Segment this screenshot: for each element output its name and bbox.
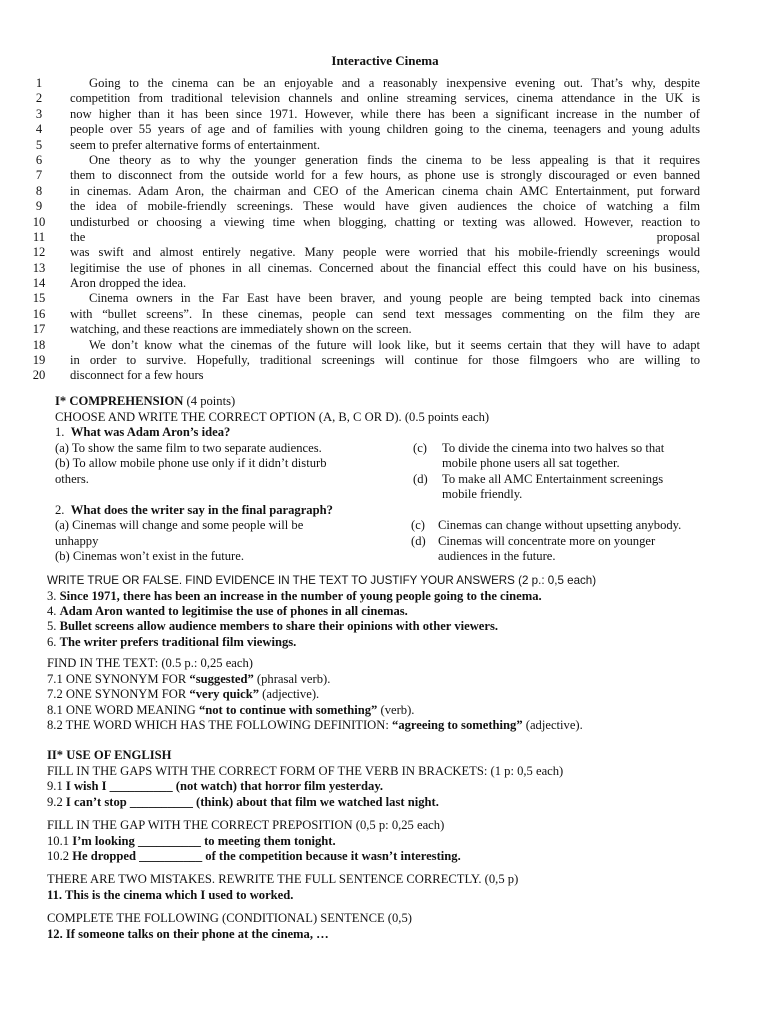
reading-line	[30, 138, 702, 153]
line-text: people over 55 years of age and of families with young children going to the cinema, teenagers and young adults	[70, 122, 700, 137]
line-text: Cinema owners in the Far East have been braver, and young people are being tempted back into cinemas	[89, 291, 700, 306]
line-number: 8	[35, 183, 43, 198]
line-number: 11	[32, 229, 46, 244]
true-false-item	[47, 619, 542, 634]
line-number: 6	[35, 152, 43, 167]
true-false-item	[47, 604, 542, 619]
find-item-7-2-keyword: “very quick”	[189, 687, 260, 701]
true-false-item-text: Since 1971, there has been an increase in the number of young people going to the cinema.	[59, 588, 542, 603]
q2-option-a-line1: (a) Cinemas will change and some people will be	[55, 518, 304, 532]
find-item-8-2	[47, 718, 583, 733]
line-number: 4	[35, 122, 43, 137]
true-false-item-text: Bullet screens allow audience members to share their opinions with other viewers.	[59, 619, 499, 634]
gaps-instruction: FILL IN THE GAPS WITH THE CORRECT FORM OF THE VERB IN BRACKETS: (1 p: 0,5 each)	[47, 763, 564, 778]
question-2	[55, 503, 333, 518]
reading-line	[30, 353, 702, 368]
true-false-item-number: 6.	[47, 634, 57, 649]
line-text: Going to the cinema can be an enjoyable and a reasonably inexpensive evening out. That’s why, despite	[89, 76, 700, 90]
line-text: watching, and these reactions are immediately shown on the screen.	[70, 322, 412, 337]
q1-option-b-line1: (b) To allow mobile phone use only if it didn’t disturb	[55, 456, 327, 470]
reading-line	[30, 368, 702, 383]
gap-item-9-1	[47, 779, 383, 794]
line-text: We don’t know what the cinemas of the future will look like, but it seems certain that they will have to adapt	[89, 337, 700, 352]
reading-passage	[30, 76, 702, 384]
reading-line	[30, 153, 702, 168]
comprehension-heading-row	[55, 394, 235, 409]
true-false-item-number: 5.	[47, 619, 57, 634]
q2-option-d-line2: audiences in the future.	[438, 549, 556, 563]
find-item-8-1-keyword: “not to continue with something”	[198, 702, 378, 717]
find-item-8-1-suffix: (verb).	[377, 702, 415, 717]
line-number: 16	[32, 306, 46, 321]
q2-option-d-label: (d)	[411, 533, 426, 548]
line-number: 5	[35, 137, 43, 152]
true-false-item-text: Adam Aron wanted to legitimise the use of phones in all cinemas.	[59, 603, 408, 618]
find-item-8-2-keyword: “agreeing to something”	[392, 718, 523, 732]
find-item-7-1-suffix: (phrasal verb).	[253, 671, 331, 686]
line-number: 18	[32, 337, 46, 352]
question-1-number: 1.	[55, 425, 65, 439]
find-item-7-2-suffix: (adjective).	[259, 687, 320, 701]
find-item-8-2-suffix: (adjective).	[522, 718, 583, 732]
line-text: disconnect for a few hours	[70, 368, 204, 383]
find-item-7-1-prefix: 7.1 ONE SYNONYM FOR	[47, 671, 190, 686]
reading-line	[30, 245, 702, 260]
line-text: undisturbed or choosing a viewing time when blogging, chatting or texting was allowed. However, reaction to	[70, 214, 700, 229]
prep-item-10-1	[47, 834, 336, 849]
reading-line	[30, 91, 702, 106]
prep-item-10-1-number: 10.1	[47, 833, 70, 848]
q2-option-a-line2: unhappy	[55, 533, 99, 548]
true-false-item	[47, 635, 542, 650]
find-item-7-1	[47, 672, 330, 687]
q1-option-c-line1: To divide the cinema into two halves so that	[442, 440, 665, 455]
comprehension-points: (4 points)	[183, 394, 236, 408]
find-item-7-1-keyword: “suggested”	[189, 671, 254, 686]
line-number: 17	[32, 322, 46, 337]
q1-option-d-label: (d)	[413, 471, 428, 486]
use-of-english-heading: II* USE OF ENGLISH	[47, 748, 172, 762]
true-false-item-number: 3.	[47, 588, 57, 603]
line-text: competition from traditional television channels and online streaming services, cinema attendance in the UK is	[70, 91, 700, 106]
reading-line	[30, 261, 702, 276]
q1-option-a: (a) To show the same film to two separate audiences.	[55, 440, 322, 455]
gap-item-9-1-text: I wish I __________ (not watch) that horror film yesterday.	[65, 779, 384, 793]
line-number: 9	[35, 199, 43, 214]
line-text: seem to prefer alternative forms of entertainment.	[70, 137, 321, 152]
find-item-7-2	[47, 687, 319, 702]
question-1-text: What was Adam Aron’s idea?	[70, 425, 231, 439]
find-item-8-2-prefix: 8.2 THE WORD WHICH HAS THE FOLLOWING DEFINITION:	[47, 718, 393, 732]
line-text: the proposal	[70, 229, 700, 244]
question-1	[55, 425, 230, 440]
reading-line	[30, 107, 702, 122]
find-item-8-1-prefix: 8.1 ONE WORD MEANING	[47, 702, 199, 717]
q2-option-b: (b) Cinemas won’t exist in the future.	[55, 549, 244, 563]
line-text: in order to survive. Hopefully, traditional screenings will continue for those filmgoers who are willing to	[70, 353, 700, 368]
true-false-item	[47, 589, 542, 604]
line-number: 2	[35, 91, 43, 106]
preposition-instruction: FILL IN THE GAP WITH THE CORRECT PREPOSITION (0,5 p: 0,25 each)	[47, 818, 445, 832]
reading-line	[30, 215, 702, 230]
reading-line	[30, 322, 702, 337]
line-text: was swift and almost entirely negative. Many people were worried that his mobile-friendly screenings would	[70, 245, 700, 260]
q2-option-c: Cinemas can change without upsetting anybody.	[438, 518, 682, 532]
line-number: 20	[32, 368, 46, 383]
line-text: the idea of mobile-friendly screenings. These would have given audiences the choice of watching a film	[70, 199, 700, 214]
question-2-number: 2.	[55, 502, 65, 517]
reading-line	[30, 276, 702, 291]
question-2-text: What does the writer say in the final paragraph?	[70, 502, 333, 517]
conditional-item-12: 12. If someone talks on their phone at the cinema, …	[47, 926, 329, 941]
q1-option-b-line2: others.	[55, 471, 89, 486]
reading-line	[30, 307, 702, 322]
gap-item-9-2	[47, 795, 439, 810]
reading-line	[30, 122, 702, 137]
reading-line	[30, 199, 702, 214]
find-text-instruction: FIND IN THE TEXT: (0.5 p.: 0,25 each)	[47, 656, 253, 670]
line-number: 15	[32, 291, 46, 306]
reading-line	[30, 230, 702, 245]
q1-option-d-line2: mobile friendly.	[442, 487, 523, 501]
gap-item-9-2-number: 9.2	[47, 794, 63, 809]
reading-line	[30, 184, 702, 199]
gap-item-9-2-text: I can’t stop __________ (think) about that film we watched last night.	[65, 794, 439, 809]
prep-item-10-2	[47, 849, 461, 864]
line-number: 3	[35, 106, 43, 121]
line-number: 10	[32, 214, 46, 229]
q2-option-d-line1: Cinemas will concentrate more on younger	[438, 533, 656, 548]
line-number: 19	[32, 353, 46, 368]
gap-item-9-1-number: 9.1	[47, 779, 63, 793]
line-text: One theory as to why the younger generation finds the cinema to be less appealing is that it requires	[89, 152, 700, 167]
mistake-item-11: 11. This is the cinema which I used to worked.	[47, 887, 294, 902]
comprehension-heading: I* COMPREHENSION	[55, 394, 184, 408]
comprehension-instruction: CHOOSE AND WRITE THE CORRECT OPTION (A, B, C OR D). (0.5 points each)	[55, 409, 490, 424]
line-text: Aron dropped the idea.	[70, 276, 187, 291]
line-number: 13	[32, 260, 46, 275]
reading-line	[30, 76, 702, 91]
line-text: now higher than it has been since 1971. However, while there has been a significant increase in the number of	[70, 106, 700, 121]
prep-item-10-2-number: 10.2	[47, 849, 70, 863]
find-item-7-2-prefix: 7.2 ONE SYNONYM FOR	[47, 687, 190, 701]
q2-option-c-label: (c)	[411, 518, 425, 532]
q1-option-c-label: (c)	[413, 440, 427, 455]
mistakes-instruction: THERE ARE TWO MISTAKES. REWRITE THE FULL SENTENCE CORRECTLY. (0,5 p)	[47, 872, 519, 886]
line-number: 14	[32, 276, 46, 291]
line-text: in cinemas. Adam Aron, the chairman and CEO of the American cinema chain AMC Entertainment, put forward	[70, 183, 700, 198]
true-false-instruction: WRITE TRUE OR FALSE. FIND EVIDENCE IN THE TEXT TO JUSTIFY YOUR ANSWERS (2 p.: 0,5 each)	[47, 574, 597, 587]
find-item-8-1	[47, 703, 414, 718]
reading-line	[30, 338, 702, 353]
line-text: legitimise the use of phones in all cinemas. Concerned about the financial effect this could have on his business,	[70, 260, 700, 275]
q1-option-c-line2: mobile phone users all sat together.	[442, 456, 620, 470]
prep-item-10-1-text: I’m looking __________ to meeting them tonight.	[72, 833, 336, 848]
line-number: 7	[35, 168, 43, 183]
reading-line	[30, 168, 702, 183]
reading-line	[30, 291, 702, 306]
line-number: 1	[35, 76, 43, 90]
conditional-instruction: COMPLETE THE FOLLOWING (CONDITIONAL) SENTENCE (0,5)	[47, 911, 412, 925]
line-text: with “bullet screens”. In these cinemas, people can send text messages commenting on the film they are	[70, 306, 700, 321]
q1-option-d-line1: To make all AMC Entertainment screenings	[442, 471, 664, 486]
prep-item-10-2-text: He dropped __________ of the competition because it wasn’t interesting.	[72, 849, 461, 863]
true-false-list	[47, 589, 542, 651]
line-text: them to disconnect from the outside world for a few hours, as phone use is strongly discouraged or even banned	[70, 168, 700, 183]
true-false-item-number: 4.	[47, 603, 57, 618]
line-number: 12	[32, 245, 46, 260]
true-false-item-text: The writer prefers traditional film viewings.	[59, 634, 297, 649]
page-title: Interactive Cinema	[331, 53, 439, 68]
